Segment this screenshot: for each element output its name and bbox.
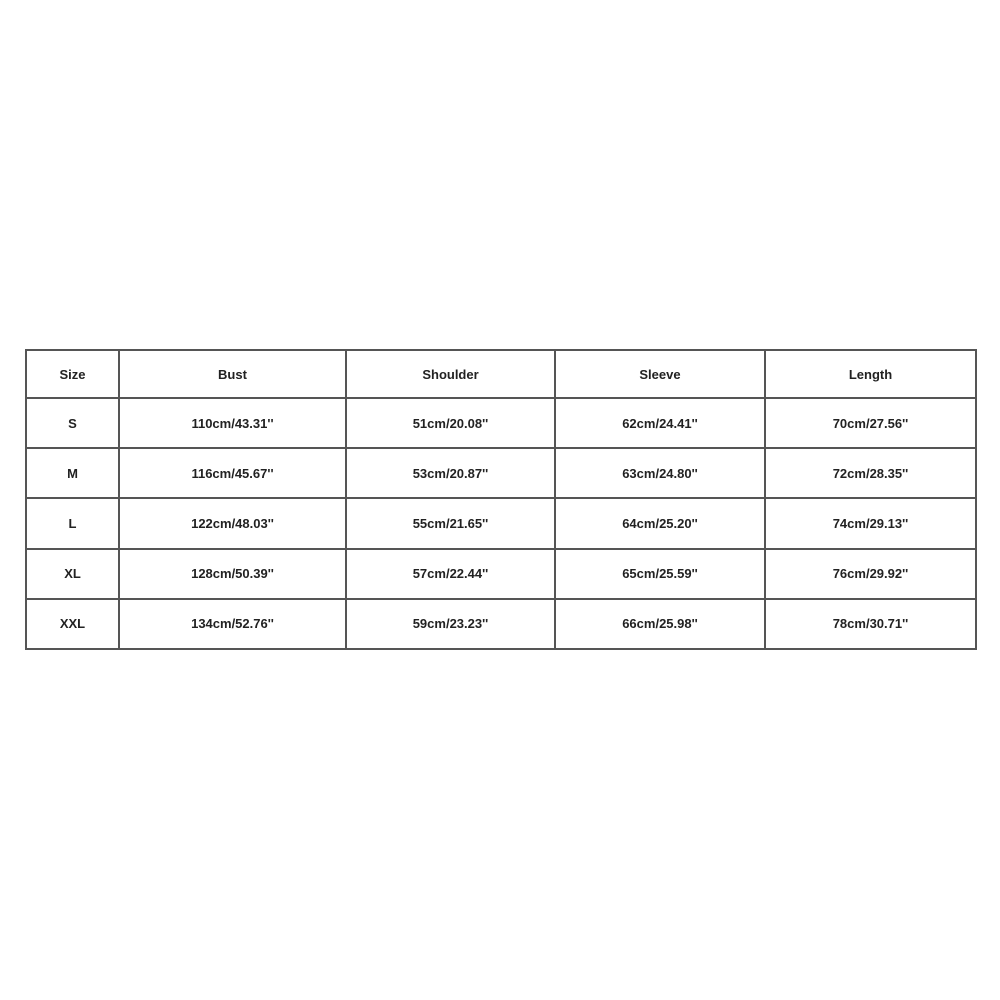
cell-length: 70cm/27.56'' — [765, 398, 976, 448]
cell-size: S — [26, 398, 119, 448]
table-header-row — [26, 350, 976, 398]
table-row — [26, 498, 976, 548]
cell-size: XXL — [26, 599, 119, 649]
table-row — [26, 549, 976, 599]
cell-length: 78cm/30.71'' — [765, 599, 976, 649]
table-row — [26, 448, 976, 498]
cell-bust: 128cm/50.39'' — [119, 549, 346, 599]
cell-shoulder: 51cm/20.08'' — [346, 398, 555, 448]
header-shoulder: Shoulder — [346, 350, 555, 398]
cell-shoulder: 59cm/23.23'' — [346, 599, 555, 649]
header-sleeve: Sleeve — [555, 350, 765, 398]
cell-length: 76cm/29.92'' — [765, 549, 976, 599]
cell-size: M — [26, 448, 119, 498]
header-bust: Bust — [119, 350, 346, 398]
header-size: Size — [26, 350, 119, 398]
cell-shoulder: 55cm/21.65'' — [346, 498, 555, 548]
cell-sleeve: 63cm/24.80'' — [555, 448, 765, 498]
cell-bust: 122cm/48.03'' — [119, 498, 346, 548]
cell-sleeve: 66cm/25.98'' — [555, 599, 765, 649]
cell-sleeve: 65cm/25.59'' — [555, 549, 765, 599]
header-length: Length — [765, 350, 976, 398]
cell-sleeve: 64cm/25.20'' — [555, 498, 765, 548]
cell-shoulder: 57cm/22.44'' — [346, 549, 555, 599]
table-row — [26, 599, 976, 649]
cell-length: 74cm/29.13'' — [765, 498, 976, 548]
cell-shoulder: 53cm/20.87'' — [346, 448, 555, 498]
cell-bust: 134cm/52.76'' — [119, 599, 346, 649]
cell-sleeve: 62cm/24.41'' — [555, 398, 765, 448]
cell-bust: 110cm/43.31'' — [119, 398, 346, 448]
cell-size: L — [26, 498, 119, 548]
cell-size: XL — [26, 549, 119, 599]
cell-length: 72cm/28.35'' — [765, 448, 976, 498]
table-row — [26, 398, 976, 448]
size-chart-table — [25, 349, 977, 650]
cell-bust: 116cm/45.67'' — [119, 448, 346, 498]
